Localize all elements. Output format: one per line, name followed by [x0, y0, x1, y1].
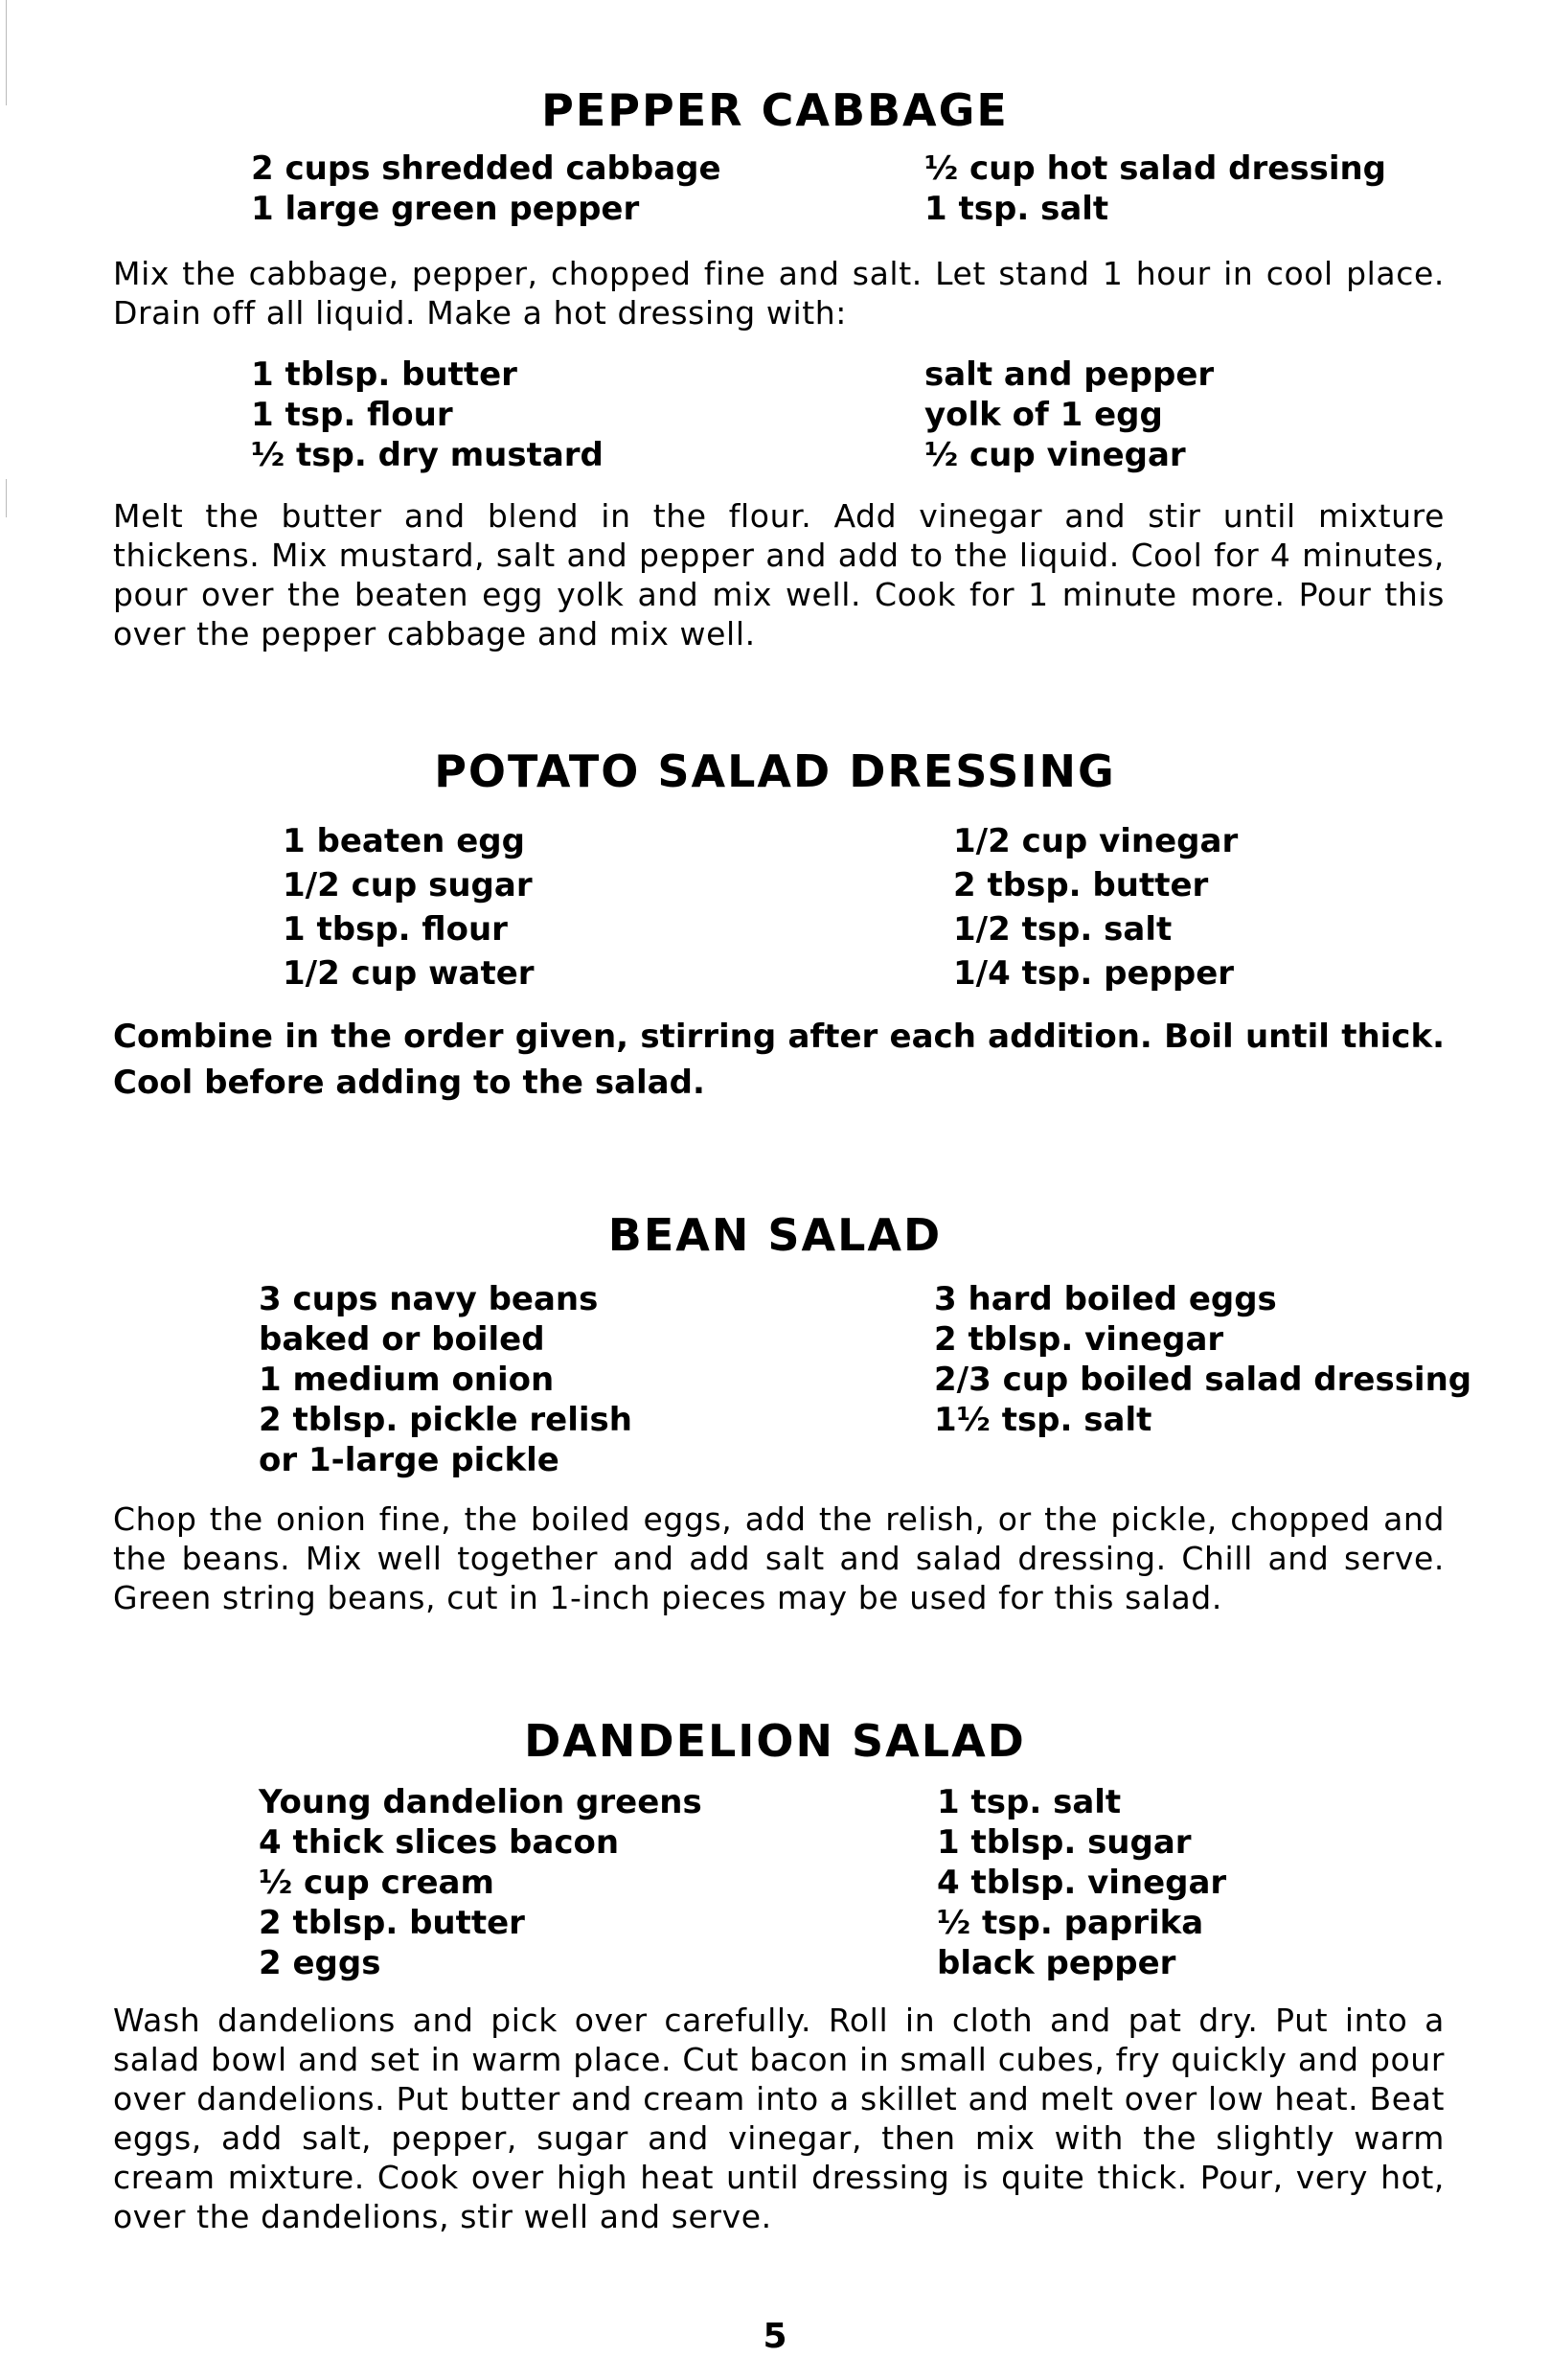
- ingredient: 1/2 cup sugar: [283, 866, 533, 904]
- ingredients-right: [934, 1279, 1471, 1440]
- ingredient: Young dandelion greens: [259, 1783, 702, 1821]
- ingredient: 2/3 cup boiled salad dressing: [934, 1361, 1472, 1399]
- ingredient: 1 tsp. flour: [251, 396, 453, 434]
- ingredient: ½ cup hot salad dressing: [924, 149, 1387, 188]
- recipe-title-potato-salad-dressing: POTATO SALAD DRESSING: [434, 745, 1116, 797]
- dressing-ingredients-left: [251, 355, 604, 475]
- ingredient: ½ tsp. dry mustard: [251, 436, 604, 474]
- ingredient: 1 tblsp. butter: [251, 355, 517, 394]
- scan-edge-mark: [6, 479, 7, 517]
- ingredient: 1 beaten egg: [283, 822, 525, 860]
- recipe-title-pepper-cabbage: PEPPER CABBAGE: [541, 84, 1009, 136]
- recipe-instructions: Combine in the order given, stirring after each addition. Boil until thick. Cool before adding to the salad.: [113, 1018, 1445, 1102]
- ingredient: 1 tblsp. sugar: [937, 1823, 1192, 1862]
- ingredient: 1 tsp. salt: [924, 190, 1109, 228]
- ingredient: 1/2 cup water: [283, 954, 535, 993]
- ingredients-left: [283, 819, 535, 995]
- ingredient: black pepper: [937, 1944, 1176, 1982]
- ingredient: 1 tbsp. flour: [283, 910, 508, 949]
- dressing-ingredients-right: [924, 355, 1214, 475]
- ingredients-left: [259, 1782, 702, 1983]
- ingredient: 2 eggs: [259, 1944, 381, 1982]
- ingredient: 2 tblsp. vinegar: [934, 1320, 1224, 1359]
- ingredient: ½ tsp. paprika: [937, 1904, 1204, 1942]
- ingredient: 3 cups navy beans: [259, 1280, 599, 1318]
- ingredient: 4 thick slices bacon: [259, 1823, 620, 1862]
- ingredient: 1/2 tsp. salt: [953, 910, 1173, 949]
- ingredient: 2 tbsp. butter: [953, 866, 1209, 904]
- ingredient: 1/4 tsp. pepper: [953, 954, 1235, 993]
- page-number: 5: [763, 2317, 787, 2356]
- ingredients-right: [924, 149, 1386, 229]
- recipe-title-dandelion-salad: DANDELION SALAD: [524, 1715, 1026, 1767]
- ingredient: 1/2 cup vinegar: [953, 822, 1239, 860]
- recipe-instructions: Mix the cabbage, pepper, chopped fine and salt. Let stand 1 hour in cool place. Drain off all liquid. Make a hot dressing with:: [113, 255, 1445, 332]
- ingredient: ½ cup vinegar: [924, 436, 1186, 474]
- ingredient: 2 cups shredded cabbage: [251, 149, 721, 188]
- ingredients-right: [953, 819, 1238, 995]
- recipe-instructions: Chop the onion fine, the boiled eggs, add the relish, or the pickle, chopped and the beans. Mix well together and add salt and salad dressing. Chill and serve. Green string beans, cut in 1-inch pieces may be used for this salad.: [113, 1500, 1445, 1616]
- recipe-instructions: Melt the butter and blend in the flour. Add vinegar and stir until mixture thickens. Mix mustard, salt and pepper and add to the liquid. Cool for 4 minutes, pour over the beaten egg yolk and mix well. Cook for 1 minute more. Pour this over the pepper cabbage and mix well.: [113, 497, 1445, 652]
- ingredient: 1 large green pepper: [251, 190, 640, 228]
- recipe-title-bean-salad: BEAN SALAD: [607, 1209, 943, 1261]
- ingredient: 4 tblsp. vinegar: [937, 1864, 1227, 1902]
- ingredient: or 1-large pickle: [259, 1441, 559, 1479]
- ingredient: salt and pepper: [924, 355, 1215, 394]
- ingredients-left: [251, 149, 721, 229]
- ingredient: 1 medium onion: [259, 1361, 555, 1399]
- ingredient: 2 tblsp. butter: [259, 1904, 525, 1942]
- ingredient: 1 tsp. salt: [937, 1783, 1122, 1821]
- ingredient: ½ cup cream: [259, 1864, 494, 1902]
- ingredients-right: [937, 1782, 1226, 1983]
- ingredient: 1½ tsp. salt: [934, 1401, 1152, 1439]
- ingredient: yolk of 1 egg: [924, 396, 1163, 434]
- ingredient: 3 hard boiled eggs: [934, 1280, 1277, 1318]
- ingredient: baked or boiled: [259, 1320, 545, 1359]
- ingredients-left: [259, 1279, 632, 1480]
- recipe-instructions: Wash dandelions and pick over carefully. Roll in cloth and pat dry. Put into a salad bowl and set in warm place. Cut bacon in small cubes, fry quickly and pour over dandelions. Put butter and cream into a skillet and melt over low heat. Beat eggs, add salt, pepper, sugar and vinegar, then mix with the slightly warm cream mixture. Cook over high heat until dressing is quite thick. Pour, very hot, over the dandelions, stir well and serve.: [113, 2002, 1445, 2235]
- ingredient: 2 tblsp. pickle relish: [259, 1401, 632, 1439]
